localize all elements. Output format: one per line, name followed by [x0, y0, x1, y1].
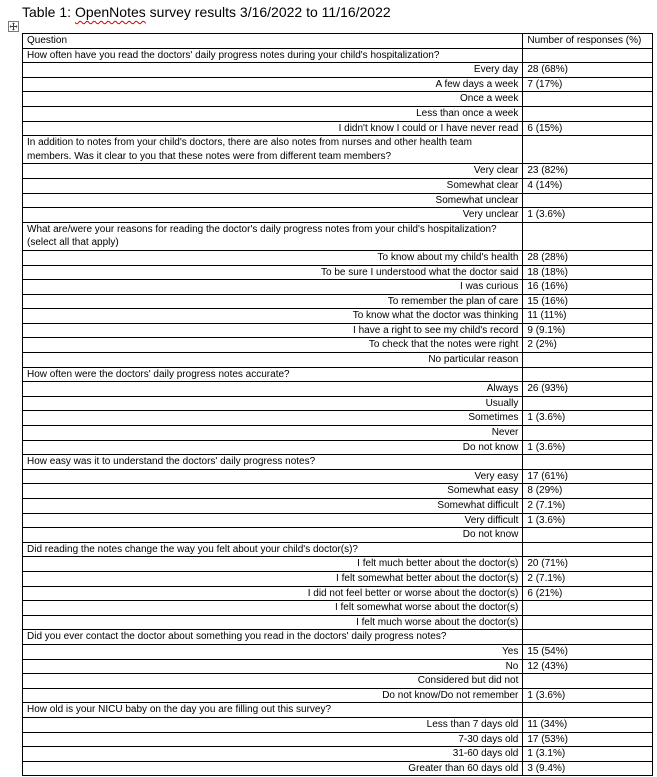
answer-count: 1 (3.6%) [523, 411, 653, 426]
caption-misspelled-word: OpenNotes [74, 4, 146, 20]
answer-row [23, 615, 653, 630]
answer-count [523, 528, 653, 543]
question-text: How old is your NICU baby on the day you are filling out this survey? [23, 703, 523, 718]
answer-row [23, 63, 653, 78]
answer-label: I felt somewhat worse about the doctor(s) [23, 601, 523, 616]
answer-label: 31-60 days old [23, 747, 523, 762]
answer-count: 1 (3.6%) [523, 513, 653, 528]
answer-count: 17 (53%) [523, 732, 653, 747]
answer-label: Usually [23, 396, 523, 411]
answer-label: To know about my child's health [23, 250, 523, 265]
answer-label: Yes [23, 644, 523, 659]
answer-row [23, 178, 653, 193]
answer-label: To remember the plan of care [23, 294, 523, 309]
answer-count: 28 (68%) [523, 63, 653, 78]
answer-row [23, 396, 653, 411]
answer-count: 11 (34%) [523, 717, 653, 732]
answer-row [23, 586, 653, 601]
answer-row [23, 106, 653, 121]
answer-row [23, 659, 653, 674]
answer-count: 3 (9.4%) [523, 761, 653, 776]
question-row [23, 703, 653, 718]
answer-label: I didn't know I could or I have never read [23, 121, 523, 136]
answer-row [23, 338, 653, 353]
answer-label: Very clear [23, 164, 523, 179]
question-row [23, 48, 653, 63]
question-responses-cell [523, 542, 653, 557]
answer-count: 18 (18%) [523, 265, 653, 280]
answer-label: No [23, 659, 523, 674]
answer-label: Do not know/Do not remember [23, 688, 523, 703]
survey-results-table [22, 33, 653, 776]
answer-count: 7 (17%) [523, 77, 653, 92]
answer-count: 11 (11%) [523, 309, 653, 324]
question-text: How often were the doctors' daily progress notes accurate? [23, 367, 523, 382]
answer-row [23, 761, 653, 776]
answer-row [23, 688, 653, 703]
four-arrows-move-icon [9, 22, 18, 31]
answer-label: I did not feel better or worse about the doctor(s) [23, 586, 523, 601]
answer-label: Somewhat easy [23, 484, 523, 499]
question-row [23, 367, 653, 382]
answer-label: Sometimes [23, 411, 523, 426]
question-responses-cell [523, 703, 653, 718]
question-row [23, 222, 653, 250]
answer-count [523, 92, 653, 107]
answer-label: To be sure I understood what the doctor said [23, 265, 523, 280]
answer-count: 12 (43%) [523, 659, 653, 674]
answer-count [523, 426, 653, 441]
answer-count: 23 (82%) [523, 164, 653, 179]
answer-label: Considered but did not [23, 674, 523, 689]
answer-label: A few days a week [23, 77, 523, 92]
answer-label: I felt much worse about the doctor(s) [23, 615, 523, 630]
answer-row [23, 426, 653, 441]
answer-label: Less than once a week [23, 106, 523, 121]
answer-count: 26 (93%) [523, 382, 653, 397]
header-responses: Number of responses (%) [523, 34, 653, 49]
question-text: In addition to notes from your child's doctors, there are also notes from nurses and other health team members. Was it clear to you that these notes were from different team members? [23, 136, 523, 164]
answer-row [23, 121, 653, 136]
question-row [23, 630, 653, 645]
answer-count: 1 (3.6%) [523, 440, 653, 455]
answer-row [23, 208, 653, 223]
question-text: Did reading the notes change the way you felt about your child's doctor(s)? [23, 542, 523, 557]
answer-row [23, 353, 653, 368]
question-row [23, 542, 653, 557]
answer-label: Somewhat clear [23, 178, 523, 193]
answer-label: I felt somewhat better about the doctor(s) [23, 571, 523, 586]
answer-label: Every day [23, 63, 523, 78]
answer-row [23, 571, 653, 586]
answer-count: 15 (16%) [523, 294, 653, 309]
answer-row [23, 265, 653, 280]
answer-row [23, 77, 653, 92]
answer-label: Once a week [23, 92, 523, 107]
question-responses-cell [523, 222, 653, 250]
answer-count [523, 106, 653, 121]
answer-label: Somewhat unclear [23, 193, 523, 208]
answer-row [23, 309, 653, 324]
answer-label: Do not know [23, 528, 523, 543]
answer-count [523, 193, 653, 208]
answer-row [23, 250, 653, 265]
answer-row [23, 513, 653, 528]
answer-count: 16 (16%) [523, 280, 653, 295]
answer-count: 28 (28%) [523, 250, 653, 265]
answer-label: Greater than 60 days old [23, 761, 523, 776]
table-caption [22, 3, 391, 21]
answer-label: Very unclear [23, 208, 523, 223]
question-text: What are/were your reasons for reading the doctor's daily progress notes from your child's hospitalization? (select all that apply) [23, 222, 523, 250]
answer-row [23, 484, 653, 499]
answer-row [23, 382, 653, 397]
answer-row [23, 294, 653, 309]
answer-label: I have a right to see my child's record [23, 323, 523, 338]
answer-label: I felt much better about the doctor(s) [23, 557, 523, 572]
answer-count: 4 (14%) [523, 178, 653, 193]
answer-count: 15 (54%) [523, 644, 653, 659]
answer-label: Very easy [23, 469, 523, 484]
answer-count: 9 (9.1%) [523, 323, 653, 338]
answer-label: 7-30 days old [23, 732, 523, 747]
question-row [23, 455, 653, 470]
header-question: Question [23, 34, 523, 49]
answer-row [23, 747, 653, 762]
answer-count: 17 (61%) [523, 469, 653, 484]
answer-count: 1 (3.1%) [523, 747, 653, 762]
caption-prefix: Table 1: [22, 4, 75, 20]
answer-row [23, 601, 653, 616]
answer-row [23, 280, 653, 295]
answer-count: 2 (7.1%) [523, 499, 653, 514]
table-header-row [23, 34, 653, 49]
answer-count: 8 (29%) [523, 484, 653, 499]
answer-count [523, 601, 653, 616]
answer-count: 1 (3.6%) [523, 688, 653, 703]
answer-count: 6 (15%) [523, 121, 653, 136]
answer-row [23, 674, 653, 689]
answer-row [23, 193, 653, 208]
answer-label: Do not know [23, 440, 523, 455]
answer-count: 20 (71%) [523, 557, 653, 572]
answer-row [23, 469, 653, 484]
answer-label: To check that the notes were right [23, 338, 523, 353]
question-responses-cell [523, 630, 653, 645]
answer-row [23, 732, 653, 747]
question-text: How often have you read the doctors' daily progress notes during your child's hospitalization? [23, 48, 523, 63]
answer-label: No particular reason [23, 353, 523, 368]
answer-row [23, 644, 653, 659]
answer-row [23, 499, 653, 514]
answer-label: Less than 7 days old [23, 717, 523, 732]
answer-label: Always [23, 382, 523, 397]
answer-row [23, 411, 653, 426]
answer-count: 2 (2%) [523, 338, 653, 353]
answer-count: 6 (21%) [523, 586, 653, 601]
answer-count [523, 674, 653, 689]
caption-suffix: survey results 3/16/2022 to 11/16/2022 [145, 4, 391, 20]
answer-row [23, 528, 653, 543]
answer-row [23, 92, 653, 107]
answer-count [523, 353, 653, 368]
question-text: How easy was it to understand the doctors' daily progress notes? [23, 455, 523, 470]
answer-row [23, 164, 653, 179]
answer-label: I was curious [23, 280, 523, 295]
answer-row [23, 440, 653, 455]
question-responses-cell [523, 367, 653, 382]
table-move-handle[interactable] [8, 21, 19, 32]
answer-row [23, 717, 653, 732]
answer-count [523, 615, 653, 630]
question-responses-cell [523, 48, 653, 63]
answer-count [523, 396, 653, 411]
answer-row [23, 323, 653, 338]
answer-row [23, 557, 653, 572]
answer-count: 1 (3.6%) [523, 208, 653, 223]
answer-label: To know what the doctor was thinking [23, 309, 523, 324]
question-row [23, 136, 653, 164]
question-responses-cell [523, 136, 653, 164]
answer-label: Somewhat difficult [23, 499, 523, 514]
answer-count: 2 (7.1%) [523, 571, 653, 586]
question-responses-cell [523, 455, 653, 470]
answer-label: Very difficult [23, 513, 523, 528]
question-text: Did you ever contact the doctor about something you read in the doctors' daily progress notes? [23, 630, 523, 645]
answer-label: Never [23, 426, 523, 441]
